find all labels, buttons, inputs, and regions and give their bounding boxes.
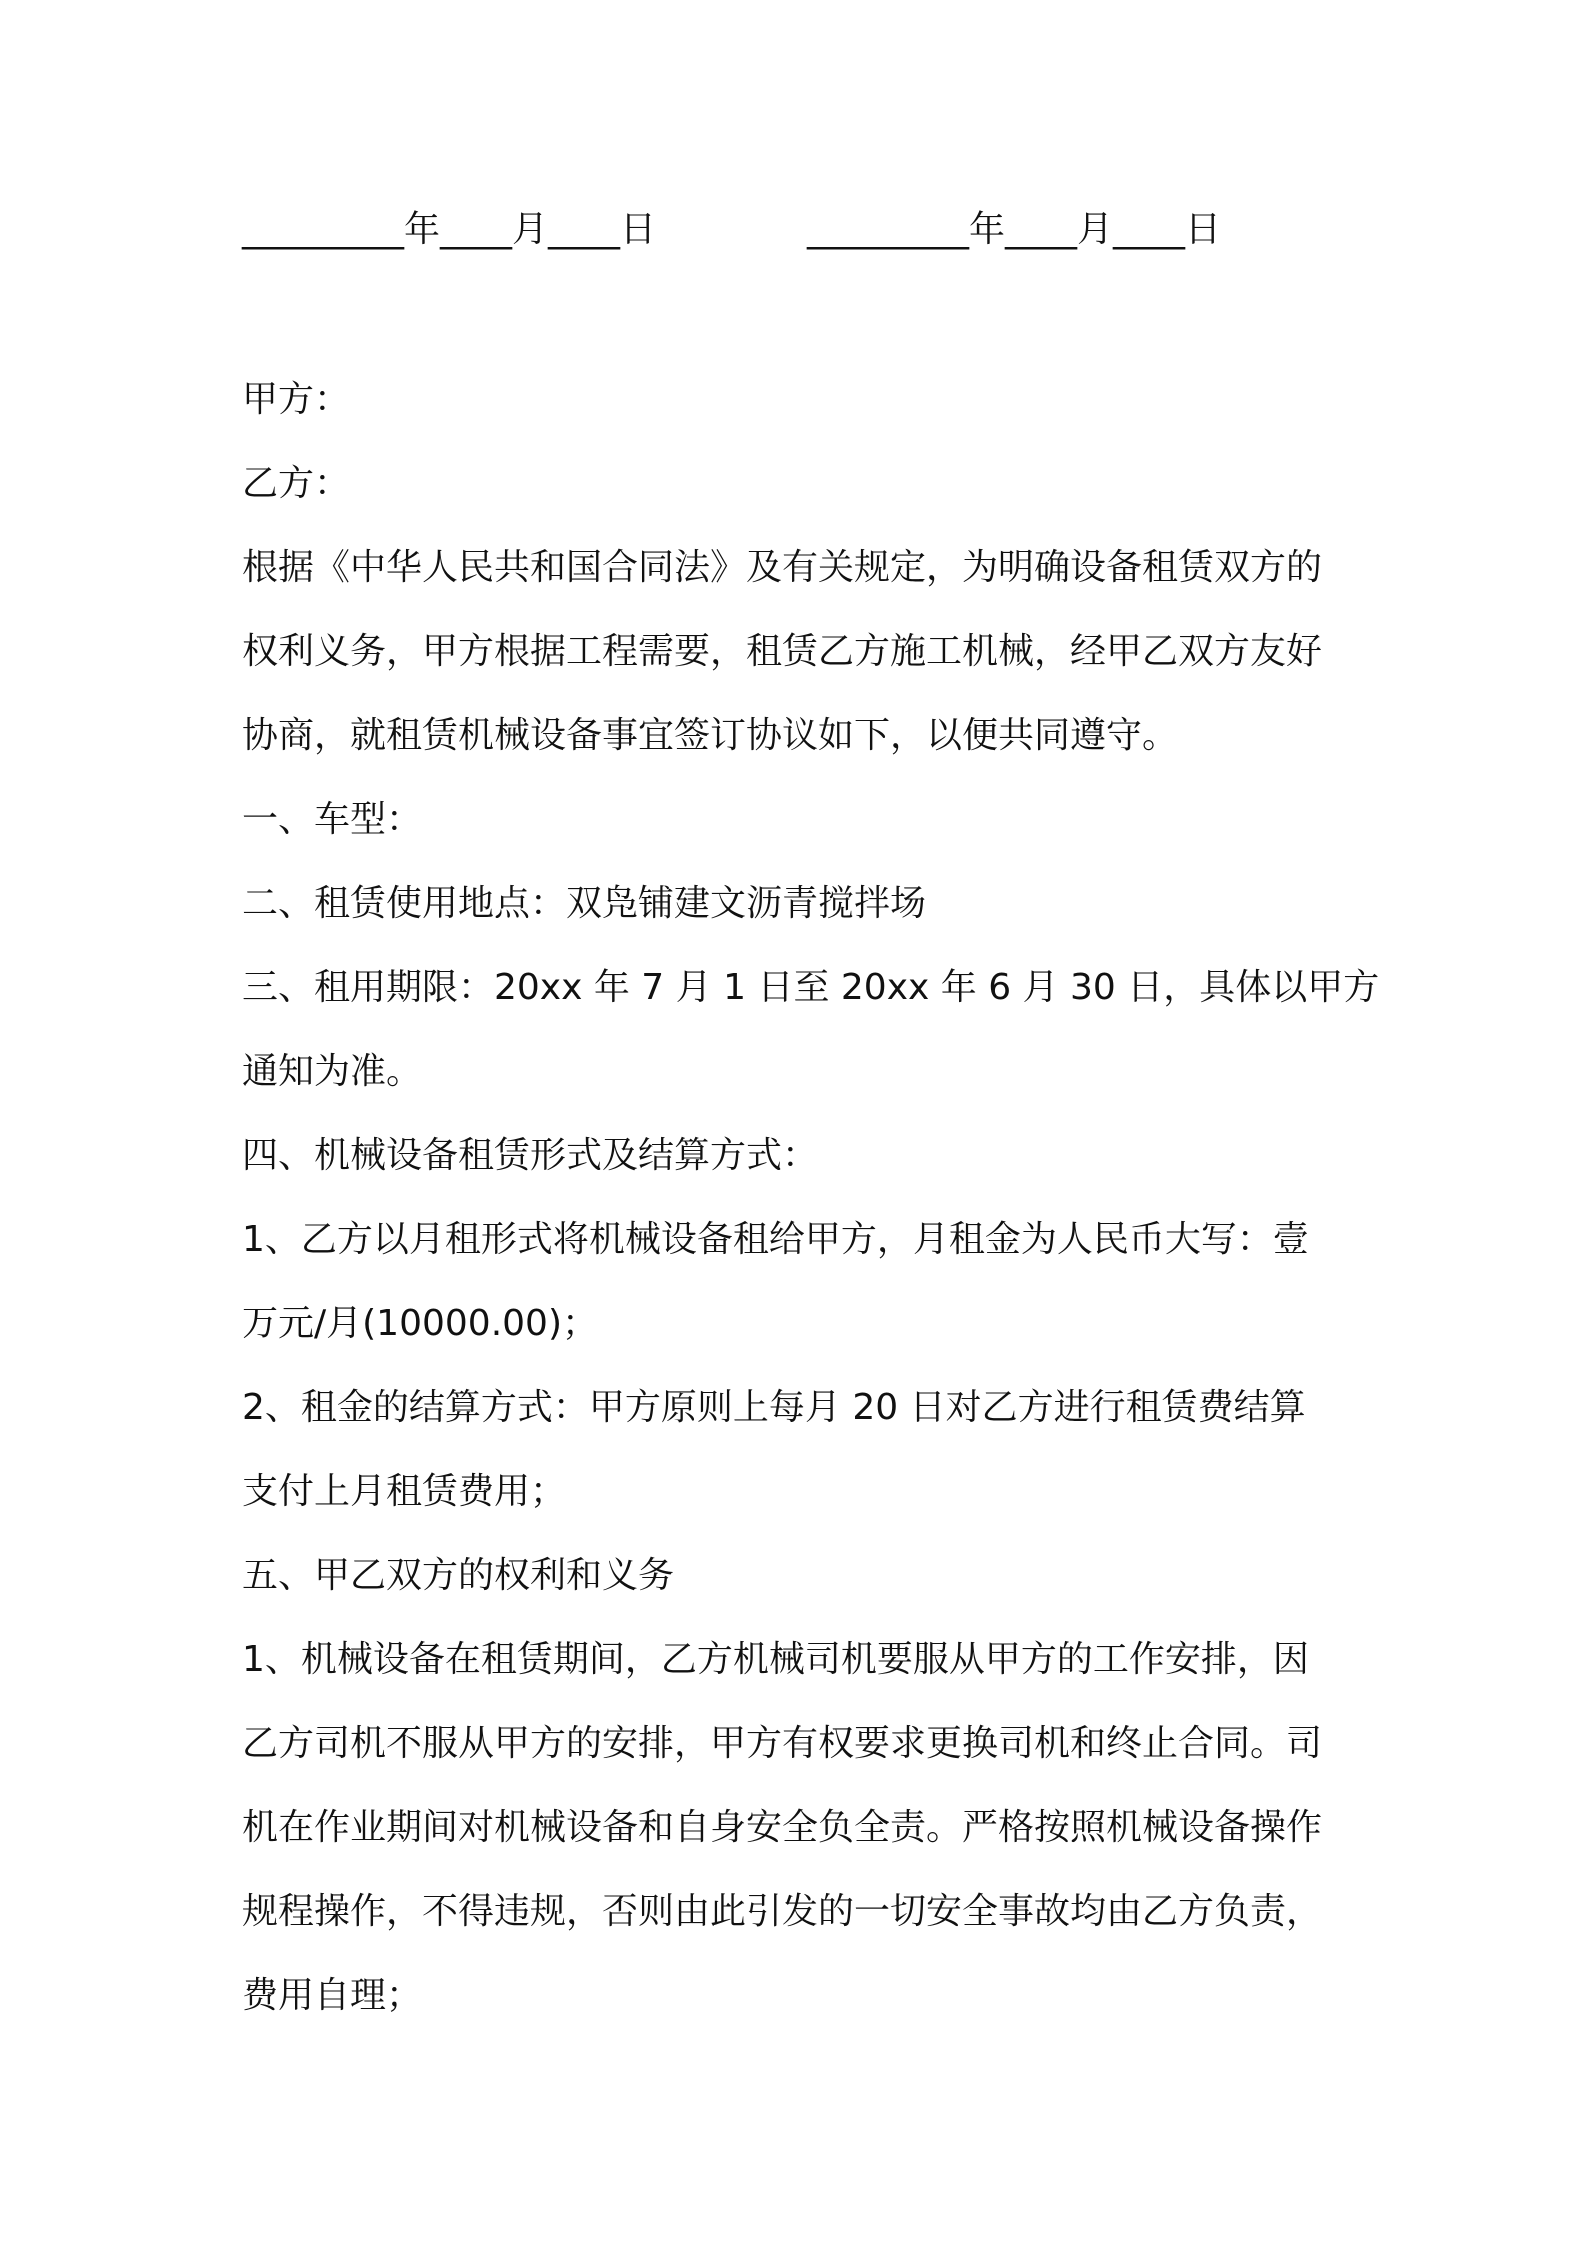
section-heading: 二、租赁使用地点：双凫铺建文沥青搅拌场 (242, 883, 927, 924)
party-b-line: 乙方： (242, 463, 351, 504)
text-line: 支付上月租赁费用； (242, 1471, 567, 1512)
party-a-line: 甲方： (242, 379, 351, 420)
clause-line: 1、乙方以月租形式将机械设备租给甲方，月租金为人民币大写：壹 (242, 1219, 1309, 1260)
text-line: 协商，就租赁机械设备事宜签订协议如下，以便共同遵守。 (242, 715, 1179, 756)
section-heading: 四、机械设备租赁形式及结算方式： (242, 1135, 819, 1176)
clause-line: 2、租金的结算方式：甲方原则上每月 20 日对乙方进行租赁费结算 (242, 1387, 1306, 1428)
text-line: 乙方司机不服从甲方的安排，甲方有权要求更换司机和终止合同。司 (242, 1723, 1323, 1764)
text-line: 万元/月(10000.00)； (242, 1303, 598, 1344)
text-line: 通知为准。 (242, 1051, 423, 1092)
clause-line: 1、机械设备在租赁期间，乙方机械司机要服从甲方的工作安排，因 (242, 1639, 1309, 1680)
section-heading: 五、甲乙双方的权利和义务 (242, 1555, 675, 1596)
date-right: _________年____月____日 (807, 209, 1221, 250)
section-heading: 三、租用期限：20xx 年 7 月 1 日至 20xx 年 6 月 30 日，具体以甲方 (242, 967, 1380, 1008)
date-left: _________年____月____日 (242, 209, 656, 250)
text-line: 费用自理； (242, 1975, 423, 2016)
text-line: 机在作业期间对机械设备和自身安全负全责。严格按照机械设备操作 (242, 1807, 1323, 1848)
section-heading: 一、车型： (242, 799, 423, 840)
text-line: 权利义务，甲方根据工程需要，租赁乙方施工机械，经甲乙双方友好 (242, 631, 1323, 672)
date-line (242, 200, 1362, 260)
text-line: 根据《中华人民共和国合同法》及有关规定，为明确设备租赁双方的 (242, 547, 1323, 588)
text-line: 规程操作，不得违规，否则由此引发的一切安全事故均由乙方负责， (242, 1891, 1323, 1932)
